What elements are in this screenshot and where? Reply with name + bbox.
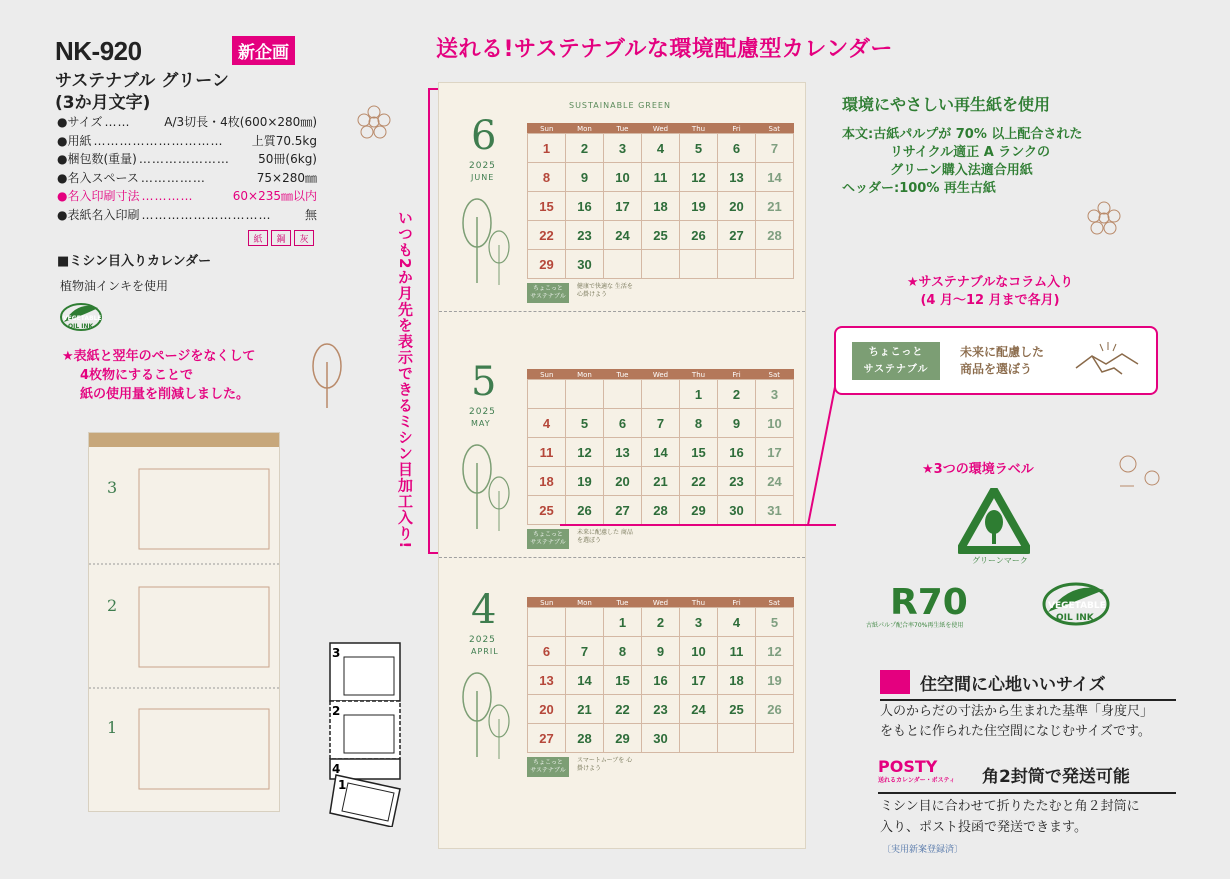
day-cell: 27 bbox=[718, 221, 756, 250]
column-badge-small: ちょこっと サステナブル bbox=[527, 757, 569, 777]
day-cell: 17 bbox=[756, 438, 794, 467]
day-cell: 26 bbox=[756, 695, 794, 724]
weekday-header: Thu bbox=[680, 370, 718, 380]
posty-logo-text: POSTY bbox=[878, 757, 938, 776]
green-mark-text: グリーンマーク bbox=[972, 556, 1028, 565]
day-cell: 9 bbox=[566, 163, 604, 192]
spec-label: ● 名入印刷寸法 bbox=[57, 187, 140, 206]
day-cell: 23 bbox=[642, 695, 680, 724]
spec-row bbox=[57, 187, 317, 206]
spec-list bbox=[57, 113, 317, 225]
weekday-header: Wed bbox=[642, 598, 680, 608]
day-cell: 31 bbox=[756, 496, 794, 525]
day-cell: 22 bbox=[680, 467, 718, 496]
weekday-header: Tue bbox=[604, 598, 642, 608]
vegetable-ink-logo-large bbox=[1040, 578, 1112, 630]
post-heading-text: 角2封筒で発送可能 bbox=[982, 766, 1130, 787]
day-cell: 4 bbox=[642, 134, 680, 163]
day-cell: 13 bbox=[718, 163, 756, 192]
day-cell: 6 bbox=[718, 134, 756, 163]
pink-note-line: 4枚物にすることで bbox=[80, 368, 194, 383]
weekday-header: Sat bbox=[756, 370, 794, 380]
day-cell: 3 bbox=[604, 134, 642, 163]
pages-bracket bbox=[428, 88, 438, 554]
day-cell: 2 bbox=[642, 608, 680, 637]
day-cell: 11 bbox=[718, 637, 756, 666]
size-heading bbox=[880, 668, 1176, 701]
mishin-label: ■ミシン目入りカレンダー bbox=[57, 254, 212, 269]
weekday-header: Wed bbox=[642, 124, 680, 134]
day-cell: 16 bbox=[642, 666, 680, 695]
month-grid bbox=[527, 123, 794, 279]
day-cell: 30 bbox=[642, 724, 680, 753]
day-cell: 29 bbox=[604, 724, 642, 753]
callout-connector-line bbox=[560, 385, 840, 530]
labels-heading: ★3つの環境ラベル bbox=[922, 462, 1034, 477]
vertical-note: いつも2か月先を表示できるミシン目加工入り! bbox=[396, 210, 414, 550]
day-cell: 2 bbox=[718, 380, 756, 409]
posty-logo bbox=[878, 757, 974, 788]
tree-illustration bbox=[455, 667, 515, 767]
column-text-line: 未来に配慮した bbox=[960, 345, 1045, 359]
day-cell: 6 bbox=[528, 637, 566, 666]
spec-row bbox=[57, 150, 317, 169]
day-cell: 21 bbox=[756, 192, 794, 221]
spec-value: 無 bbox=[304, 207, 317, 222]
weekday-header: Fri bbox=[718, 370, 756, 380]
eco-heading: 環境にやさしい再生紙を使用 bbox=[842, 95, 1051, 114]
model-number: NK-920 bbox=[55, 36, 142, 66]
spec-row bbox=[57, 113, 317, 132]
day-cell: 19 bbox=[756, 666, 794, 695]
r70-logo-text: R70 bbox=[890, 582, 968, 618]
fold-label: 2 bbox=[332, 704, 341, 718]
column-text-small: スマートムーブを 心掛けよう bbox=[577, 757, 633, 772]
spec-mark-icon: 灰 bbox=[294, 230, 314, 246]
spec-dots: ………………… bbox=[138, 152, 230, 167]
month-grid bbox=[527, 597, 794, 753]
column-example-box bbox=[834, 326, 1158, 395]
veg-logo-line: VEGETABLE bbox=[1048, 601, 1106, 611]
spec-value: 75×280㎜ bbox=[256, 170, 317, 185]
day-cell: 20 bbox=[528, 695, 566, 724]
day-cell: 7 bbox=[756, 134, 794, 163]
weekday-header: Sun bbox=[528, 370, 566, 380]
day-cell: 19 bbox=[680, 192, 718, 221]
header-info-line: ヘッダー:100% 再生古紙 bbox=[842, 181, 996, 196]
day-cell: 5 bbox=[756, 608, 794, 637]
spec-mark-icon: 鋼 bbox=[271, 230, 291, 246]
day-cell: 7 bbox=[642, 409, 680, 438]
fold-diagram bbox=[322, 637, 412, 827]
green-mark-logo bbox=[958, 488, 1030, 554]
svg-text:VEGETABLE: VEGETABLE bbox=[63, 315, 102, 322]
day-cell: 24 bbox=[756, 467, 794, 496]
tree-illustration bbox=[455, 439, 515, 539]
post-text-line: ミシン目に合わせて折りたたむと角２封筒に bbox=[880, 799, 1140, 814]
veg-ink-text: 植物油インキを使用 bbox=[60, 279, 169, 293]
svg-text:3: 3 bbox=[107, 478, 118, 497]
day-cell: 15 bbox=[680, 438, 718, 467]
handshake-icon bbox=[1072, 338, 1142, 384]
perforation-line bbox=[439, 557, 805, 558]
day-cell: 10 bbox=[756, 409, 794, 438]
size-text-line: 人のからだの寸法から生まれた基準「身度尺」 bbox=[880, 704, 1154, 719]
day-cell: 4 bbox=[528, 409, 566, 438]
spec-row bbox=[57, 169, 317, 188]
day-cell: 25 bbox=[642, 221, 680, 250]
day-cell: 4 bbox=[718, 608, 756, 637]
day-cell: 26 bbox=[680, 221, 718, 250]
paper-info-line: 本文:古紙パルプが 70% 以上配合された bbox=[842, 127, 1083, 142]
weekday-header: Thu bbox=[680, 598, 718, 608]
day-cell bbox=[718, 724, 756, 753]
post-text bbox=[880, 796, 1140, 838]
day-cell: 27 bbox=[604, 496, 642, 525]
day-cell bbox=[756, 724, 794, 753]
column-badge bbox=[852, 342, 940, 380]
day-cell bbox=[756, 250, 794, 279]
day-cell: 17 bbox=[680, 666, 718, 695]
paper-info-line: グリーン購入法適合用紙 bbox=[890, 163, 1033, 178]
column-text-line: 商品を選ぼう bbox=[960, 362, 1033, 376]
vegetable-ink-logo bbox=[58, 300, 104, 338]
column-text bbox=[960, 344, 1044, 378]
weekday-header: Sun bbox=[528, 124, 566, 134]
spec-value: 上質70.5kg bbox=[251, 133, 317, 148]
spec-label: ● 梱包数(重量) bbox=[57, 150, 137, 169]
day-cell: 9 bbox=[718, 409, 756, 438]
size-heading-text: 住空間に心地いいサイズ bbox=[920, 675, 1106, 695]
day-cell: 23 bbox=[566, 221, 604, 250]
day-cell: 13 bbox=[604, 438, 642, 467]
day-cell: 30 bbox=[718, 496, 756, 525]
day-cell bbox=[718, 250, 756, 279]
day-cell bbox=[566, 608, 604, 637]
day-cell: 21 bbox=[642, 467, 680, 496]
tree-illustration bbox=[455, 193, 515, 293]
weekday-header: Thu bbox=[680, 124, 718, 134]
column-text-small: 健康で快適な 生活を 心掛けよう bbox=[577, 283, 633, 298]
day-cell: 20 bbox=[718, 192, 756, 221]
new-badge: 新企画 bbox=[232, 36, 295, 65]
spec-dots: ………………………… bbox=[141, 207, 272, 222]
pink-note bbox=[62, 347, 255, 404]
spec-label: ● 名入スペース bbox=[57, 169, 139, 188]
day-cell: 10 bbox=[680, 637, 718, 666]
day-cell: 12 bbox=[756, 637, 794, 666]
weekday-header: Fri bbox=[718, 598, 756, 608]
day-cell: 25 bbox=[528, 496, 566, 525]
day-cell bbox=[642, 250, 680, 279]
day-cell: 24 bbox=[604, 221, 642, 250]
spec-value: A/3切長・4枚(600×280㎜) bbox=[164, 115, 317, 129]
column-badge-small: ちょこっと サステナブル bbox=[527, 283, 569, 303]
day-cell: 14 bbox=[566, 666, 604, 695]
svg-text:OIL INK: OIL INK bbox=[68, 323, 94, 330]
posty-logo-small: 送れるカレンダー・ポスティ bbox=[878, 777, 956, 784]
weekday-header: Mon bbox=[566, 598, 604, 608]
spec-row bbox=[57, 132, 317, 151]
day-cell bbox=[528, 608, 566, 637]
flower-icon bbox=[356, 104, 392, 140]
paper-info-line: リサイクル適正 A ランクの bbox=[890, 145, 1051, 160]
day-cell: 17 bbox=[604, 192, 642, 221]
size-text bbox=[880, 702, 1153, 742]
day-cell: 5 bbox=[566, 409, 604, 438]
day-cell: 1 bbox=[680, 380, 718, 409]
day-cell: 6 bbox=[604, 409, 642, 438]
calendar-thumbnail bbox=[88, 432, 280, 812]
month-year: 2025 bbox=[469, 635, 496, 645]
spec-label: ● 用紙 bbox=[57, 132, 92, 151]
day-cell: 2 bbox=[566, 134, 604, 163]
weekday-header: Wed bbox=[642, 370, 680, 380]
svg-text:2: 2 bbox=[107, 596, 118, 615]
day-cell: 22 bbox=[528, 221, 566, 250]
weekday-header: Sat bbox=[756, 124, 794, 134]
day-cell: 25 bbox=[718, 695, 756, 724]
weekday-header: Mon bbox=[566, 124, 604, 134]
day-cell: 15 bbox=[604, 666, 642, 695]
day-cell: 12 bbox=[680, 163, 718, 192]
day-cell: 8 bbox=[528, 163, 566, 192]
day-cell: 18 bbox=[528, 467, 566, 496]
day-cell: 1 bbox=[528, 134, 566, 163]
spec-label: ● 表紙名入印刷 bbox=[57, 206, 140, 225]
weekday-header: Sat bbox=[756, 598, 794, 608]
day-cell: 20 bbox=[604, 467, 642, 496]
spec-value: 50冊(6kg) bbox=[258, 152, 317, 167]
day-cell: 11 bbox=[528, 438, 566, 467]
day-cell: 29 bbox=[680, 496, 718, 525]
day-cell: 10 bbox=[604, 163, 642, 192]
posty-heading bbox=[878, 757, 1176, 794]
day-cell: 8 bbox=[604, 637, 642, 666]
weekday-header: Sun bbox=[528, 598, 566, 608]
column-badge-line: ちょこっと bbox=[868, 347, 924, 358]
month-name: JUNE bbox=[471, 173, 495, 182]
spec-dots: ………… bbox=[141, 189, 194, 204]
spec-mark-icon: 紙 bbox=[248, 230, 268, 246]
day-cell: 22 bbox=[604, 695, 642, 724]
day-cell bbox=[680, 250, 718, 279]
day-cell: 19 bbox=[566, 467, 604, 496]
day-cell: 18 bbox=[718, 666, 756, 695]
month-number: 5 bbox=[471, 359, 497, 405]
month-number: 4 bbox=[471, 587, 497, 633]
spec-dots: …… bbox=[104, 115, 131, 129]
day-cell: 18 bbox=[642, 192, 680, 221]
thumbnail-header bbox=[89, 433, 279, 447]
r70-logo bbox=[888, 580, 980, 618]
month-year: 2025 bbox=[469, 161, 496, 171]
weekday-header: Mon bbox=[566, 370, 604, 380]
day-cell: 28 bbox=[642, 496, 680, 525]
spec-row bbox=[57, 206, 317, 225]
day-cell bbox=[680, 724, 718, 753]
column-badge-line: サステナブル bbox=[863, 364, 929, 375]
day-cell: 21 bbox=[566, 695, 604, 724]
spec-dots: …………… bbox=[140, 170, 206, 185]
day-cell: 28 bbox=[566, 724, 604, 753]
day-cell: 11 bbox=[642, 163, 680, 192]
day-cell: 26 bbox=[566, 496, 604, 525]
column-heading-line: ★サステナブルなコラム入り bbox=[906, 275, 1074, 290]
column-badge-small: ちょこっと サステナブル bbox=[527, 529, 569, 549]
fold-label: 3 bbox=[332, 646, 341, 660]
pink-note-line: ★表紙と翌年のページをなくして bbox=[62, 349, 256, 364]
month-number: 6 bbox=[471, 113, 497, 159]
fold-label: 4 bbox=[332, 762, 341, 776]
day-cell: 12 bbox=[566, 438, 604, 467]
day-cell: 14 bbox=[756, 163, 794, 192]
perforation-line bbox=[439, 311, 805, 312]
day-cell: 5 bbox=[680, 134, 718, 163]
month-name: APRIL bbox=[471, 647, 499, 656]
fold-label: 1 bbox=[338, 778, 347, 792]
day-cell: 9 bbox=[642, 637, 680, 666]
day-cell: 7 bbox=[566, 637, 604, 666]
day-cell: 8 bbox=[680, 409, 718, 438]
day-cell: 16 bbox=[566, 192, 604, 221]
product-name: サステナブル グリーン bbox=[55, 71, 229, 91]
column-text-small: 未来に配慮した 商品を選ぼう bbox=[577, 529, 633, 544]
main-title: 送れる!サステナブルな環境配慮型カレンダー bbox=[436, 37, 893, 62]
thumbnail-pages bbox=[89, 447, 279, 811]
month-year: 2025 bbox=[469, 407, 496, 417]
day-cell: 14 bbox=[642, 438, 680, 467]
spec-dots: ………………………… bbox=[93, 133, 224, 148]
day-cell: 24 bbox=[680, 695, 718, 724]
column-heading-line: (4 月～12 月まで各月) bbox=[920, 293, 1060, 308]
r70-text: 古紙パルプ配合率70%再生紙を使用 bbox=[866, 622, 964, 629]
veg-logo-line: OIL INK bbox=[1056, 613, 1094, 623]
sheet-header: SUSTAINABLE GREEN bbox=[569, 101, 671, 110]
svg-text:1: 1 bbox=[107, 718, 118, 737]
paper-info bbox=[842, 126, 1082, 198]
day-cell: 16 bbox=[718, 438, 756, 467]
tree-icon bbox=[310, 342, 344, 412]
day-cell bbox=[604, 250, 642, 279]
spec-label: ● サイズ bbox=[57, 113, 103, 132]
day-cell: 27 bbox=[528, 724, 566, 753]
pink-note-line: 紙の使用量を削減しました。 bbox=[80, 387, 250, 402]
weekday-header: Fri bbox=[718, 124, 756, 134]
day-cell: 15 bbox=[528, 192, 566, 221]
month-name: MAY bbox=[471, 419, 491, 428]
day-cell: 13 bbox=[528, 666, 566, 695]
day-cell: 3 bbox=[680, 608, 718, 637]
patent-note: 〔実用新案登録済〕 bbox=[882, 845, 964, 855]
birds-icon bbox=[1110, 446, 1170, 496]
spec-value: 60×235㎜以内 bbox=[232, 189, 317, 204]
spec-icons bbox=[248, 230, 314, 246]
day-cell: 28 bbox=[756, 221, 794, 250]
post-text-line: 入り、ポスト投函で発送できます。 bbox=[880, 820, 1087, 835]
day-cell: 29 bbox=[528, 250, 566, 279]
day-cell: 23 bbox=[718, 467, 756, 496]
weekday-header: Tue bbox=[604, 370, 642, 380]
day-cell: 1 bbox=[604, 608, 642, 637]
size-text-line: をもとに作られた住空間になじむサイズです。 bbox=[880, 724, 1151, 739]
weekday-header: Tue bbox=[604, 124, 642, 134]
day-cell: 30 bbox=[566, 250, 604, 279]
product-subname: (3か月文字) bbox=[55, 93, 151, 113]
flower-icon bbox=[1086, 200, 1122, 236]
column-heading bbox=[880, 274, 1100, 310]
day-cell: 3 bbox=[756, 380, 794, 409]
house-icon bbox=[880, 670, 910, 694]
